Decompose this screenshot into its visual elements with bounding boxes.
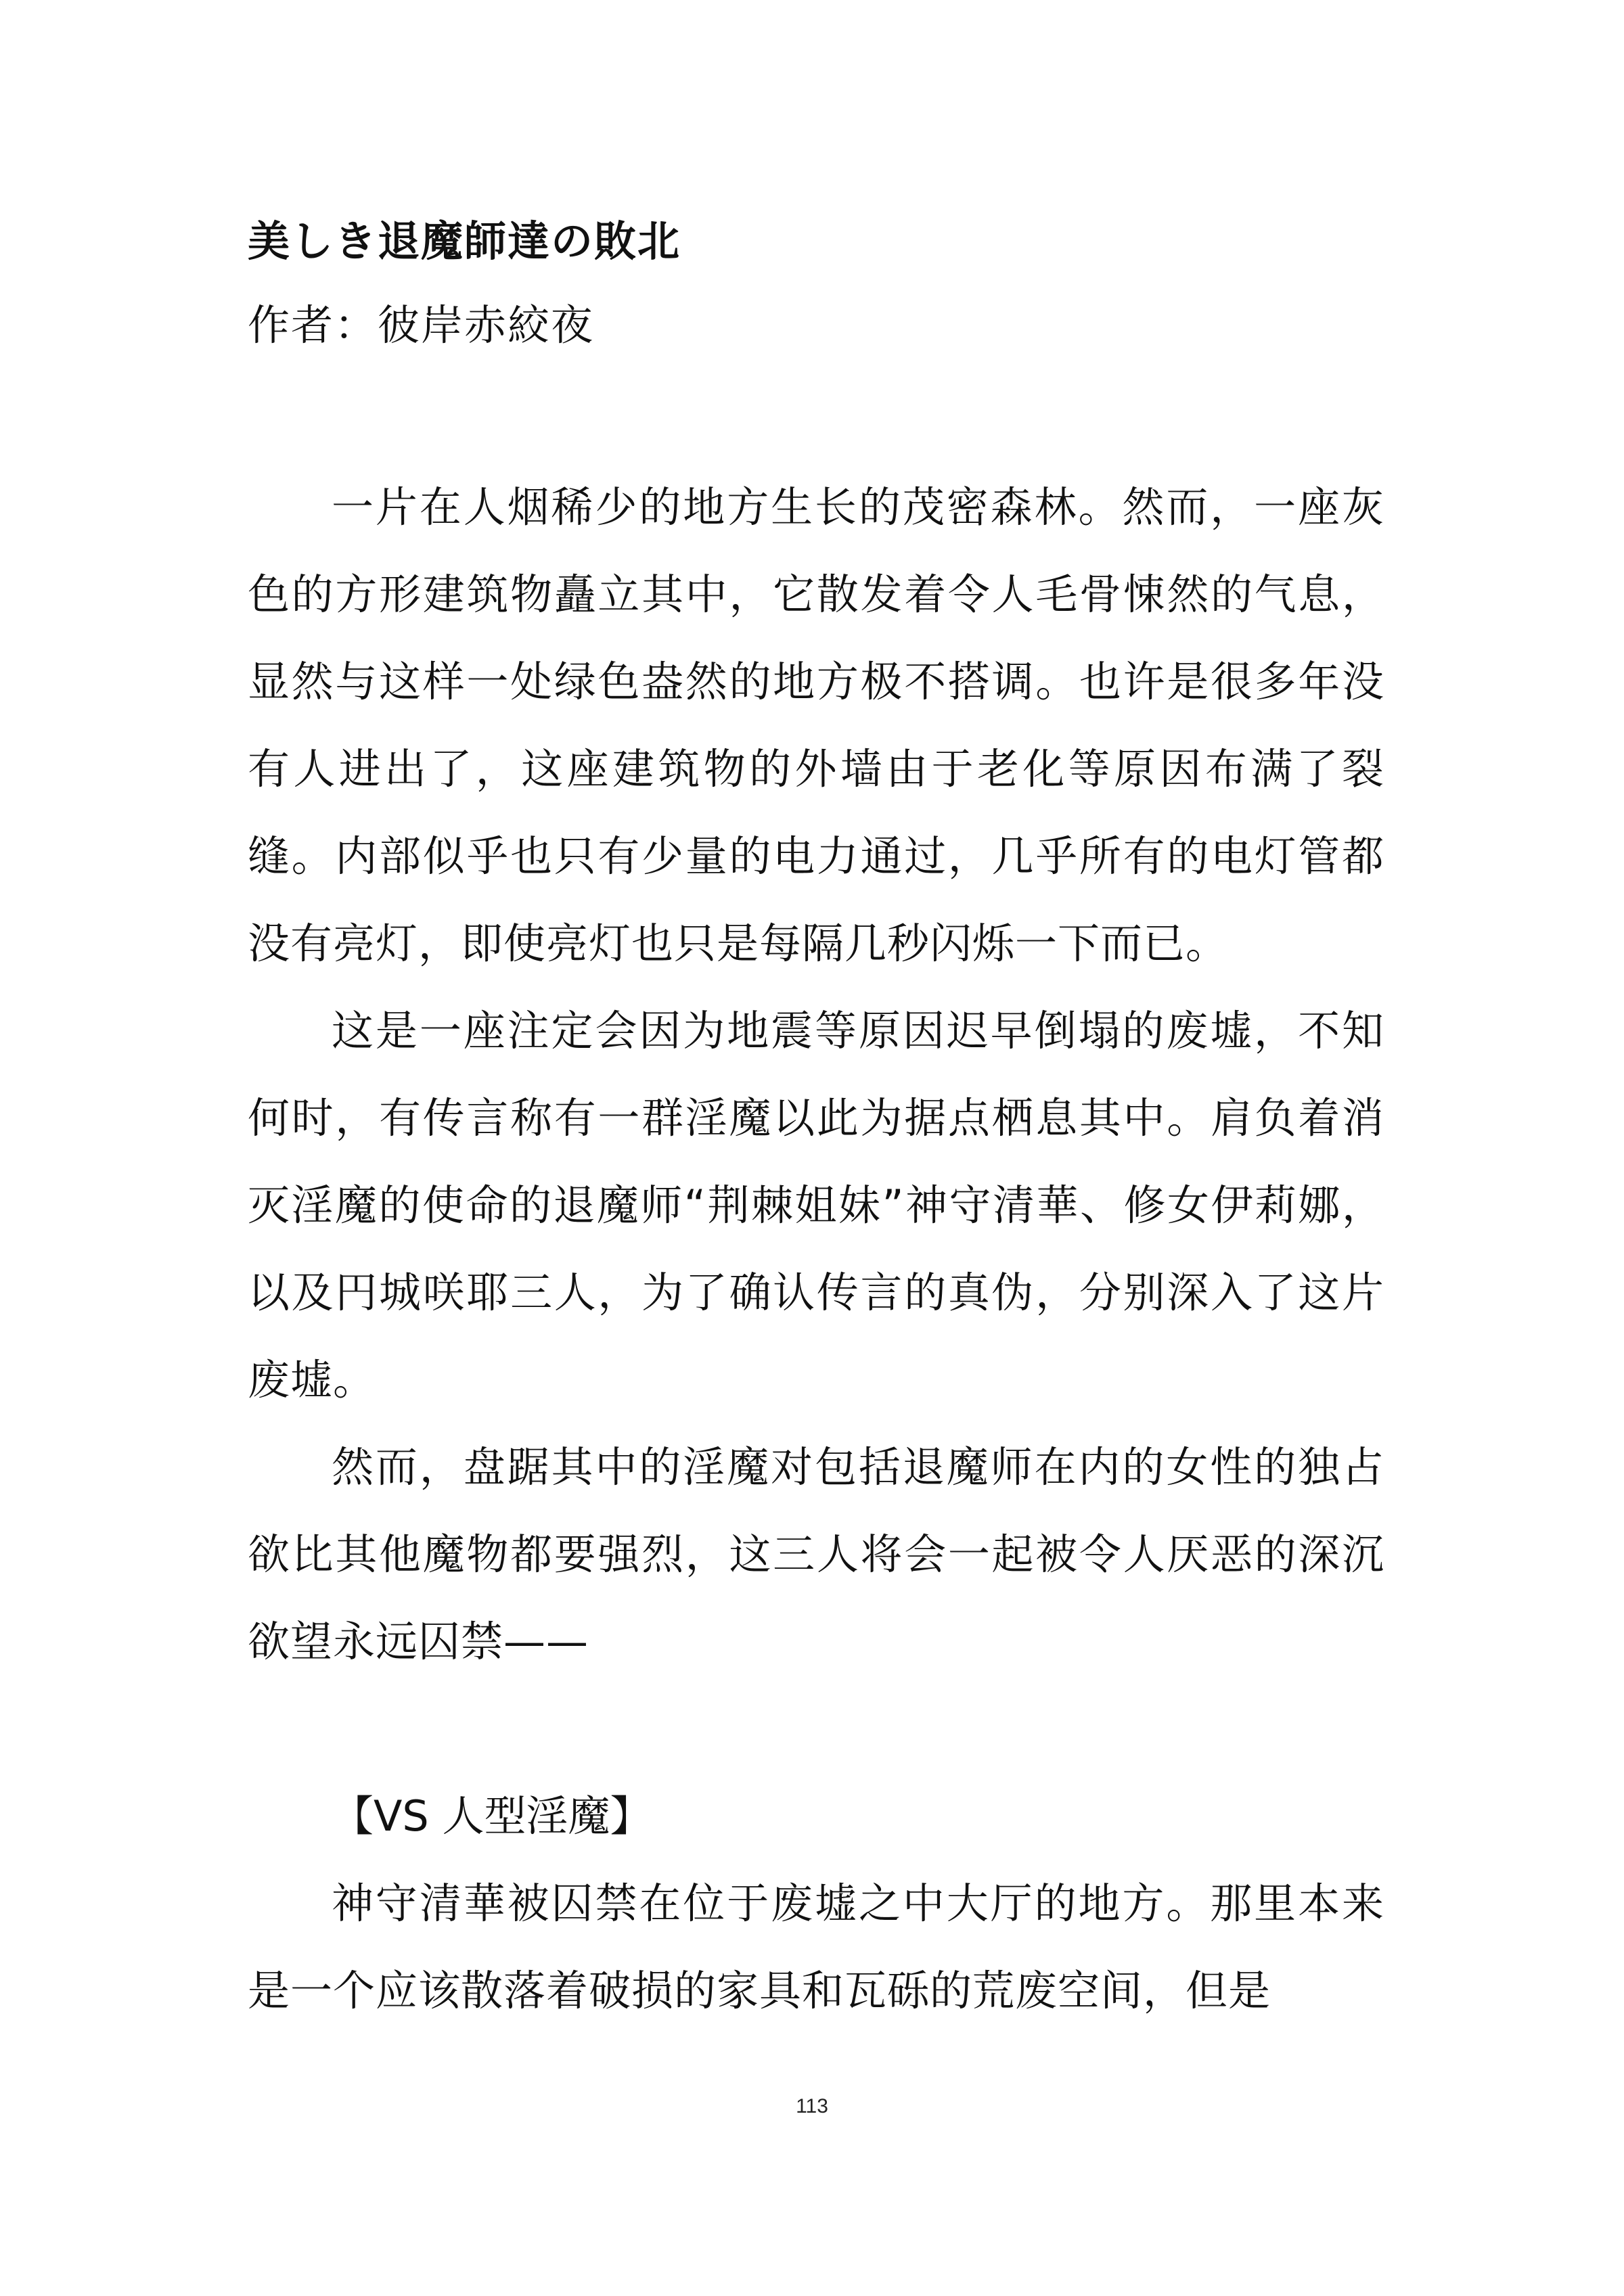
paragraph: 然而，盘踞其中的淫魔对包括退魔师在内的女性的独占欲比其他魔物都要强烈，这三人将会一起被令人厌恶的深沉欲望永远囚禁—— [248, 1442, 1384, 1666]
paragraph: 神守清華被囚禁在位于废墟之中大厅的地方。那里本来是一个应该散落着破损的家具和瓦砾的荒废空间，但是 [248, 1879, 1384, 2015]
body-text [248, 463, 1384, 2034]
author-line: 作者：彼岸赤絞夜 [248, 300, 595, 350]
page-number: 113 [796, 2095, 828, 2117]
paragraph: 这是一座注定会因为地震等原因迟早倒塌的废墟，不知何时，有传言称有一群淫魔以此为据点栖息其中。肩负着消灭淫魔的使命的退魔师“荆棘姐妹”神守清華、修女伊莉娜，以及円城咲耶三人，为了确认传言的真伪，分别深入了这片废墟。 [248, 1006, 1384, 1404]
document-title: 美しき退魔師達の敗北 [248, 216, 681, 266]
section-heading: 【VS 人型淫魔】 [332, 1791, 652, 1841]
paragraph-spacer [248, 1685, 1384, 1772]
paragraph: 一片在人烟稀少的地方生长的茂密森林。然而，一座灰色的方形建筑物矗立其中，它散发着令人毛骨悚然的气息，显然与这样一处绿色盎然的地方极不搭调。也许是很多年没有人进出了，这座建筑物的外墙由于老化等原因布满了裂缝。内部似乎也只有少量的电力通过，几乎所有的电灯管都没有亮灯，即使亮灯也只是每隔几秒闪烁一下而已。 [248, 482, 1384, 968]
